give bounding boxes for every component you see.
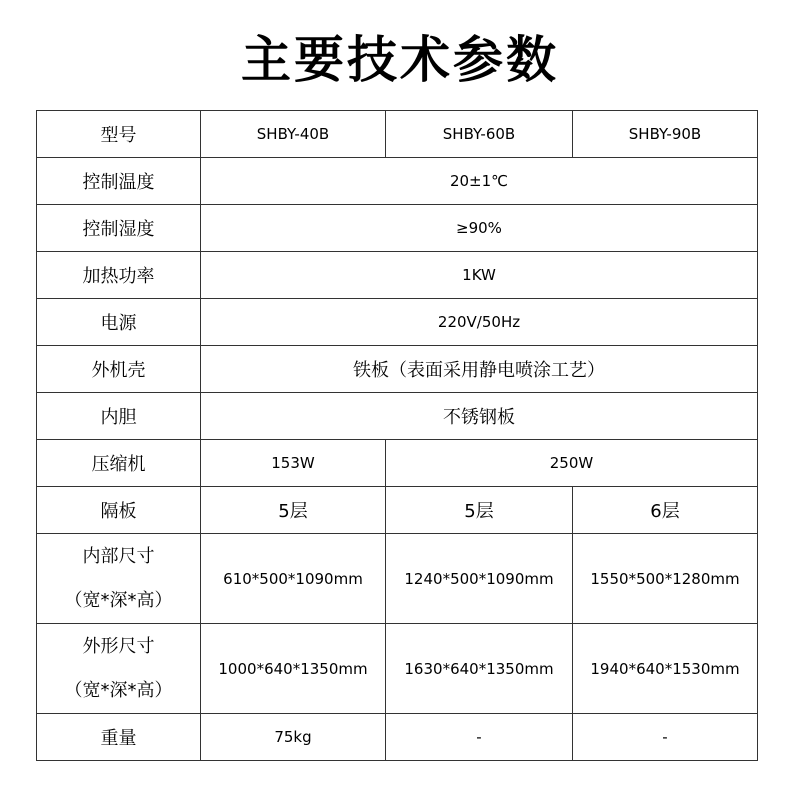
inner-size-cell: 610*500*1090mm <box>201 534 386 624</box>
row-label: 重量 <box>37 714 201 761</box>
row-label: 压缩机 <box>37 440 201 487</box>
row-label-line: （宽*深*高） <box>64 679 173 701</box>
row-housing <box>37 346 758 393</box>
row-heating-power <box>37 252 758 299</box>
outer-size-cell: 1630*640*1350mm <box>386 624 573 714</box>
row-weight <box>37 714 758 761</box>
weight-cell: - <box>573 714 758 761</box>
heating-power-value: 1KW <box>201 252 758 299</box>
row-label: 型号 <box>37 111 201 158</box>
outer-size-cell: 1940*640*1530mm <box>573 624 758 714</box>
row-label <box>37 534 201 624</box>
row-label-line: 外形尺寸 <box>82 635 155 657</box>
housing-value: 铁板（表面采用静电喷涂工艺） <box>201 346 758 393</box>
row-inner-size <box>37 534 758 624</box>
row-temp-control <box>37 158 758 205</box>
row-humidity-control <box>37 205 758 252</box>
row-label: 电源 <box>37 299 201 346</box>
model-cell: SHBY-40B <box>201 111 386 158</box>
row-liner <box>37 393 758 440</box>
row-label-line: 内部尺寸 <box>82 545 155 567</box>
compressor-cell: 250W <box>386 440 758 487</box>
row-label: 控制湿度 <box>37 205 201 252</box>
weight-cell: - <box>386 714 573 761</box>
row-outer-size <box>37 624 758 714</box>
inner-size-cell: 1550*500*1280mm <box>573 534 758 624</box>
humidity-control-value: ≥90% <box>201 205 758 252</box>
outer-size-cell: 1000*640*1350mm <box>201 624 386 714</box>
row-power-supply <box>37 299 758 346</box>
row-model <box>37 111 758 158</box>
row-label: 隔板 <box>37 487 201 534</box>
compressor-cell: 153W <box>201 440 386 487</box>
model-cell: SHBY-90B <box>573 111 758 158</box>
model-cell: SHBY-60B <box>386 111 573 158</box>
row-label-line: （宽*深*高） <box>64 589 173 611</box>
power-supply-value: 220V/50Hz <box>201 299 758 346</box>
row-label: 内胆 <box>37 393 201 440</box>
page-title: 主要技术参数 <box>241 31 559 89</box>
temp-control-value: 20±1℃ <box>201 158 758 205</box>
spec-table <box>36 110 758 761</box>
shelves-cell: 5层 <box>386 487 573 534</box>
row-label <box>37 624 201 714</box>
liner-value: 不锈钢板 <box>201 393 758 440</box>
shelves-cell: 6层 <box>573 487 758 534</box>
row-label: 外机壳 <box>37 346 201 393</box>
inner-size-cell: 1240*500*1090mm <box>386 534 573 624</box>
weight-cell: 75kg <box>201 714 386 761</box>
row-compressor <box>37 440 758 487</box>
row-label: 控制温度 <box>37 158 201 205</box>
shelves-cell: 5层 <box>201 487 386 534</box>
row-label: 加热功率 <box>37 252 201 299</box>
row-shelves <box>37 487 758 534</box>
